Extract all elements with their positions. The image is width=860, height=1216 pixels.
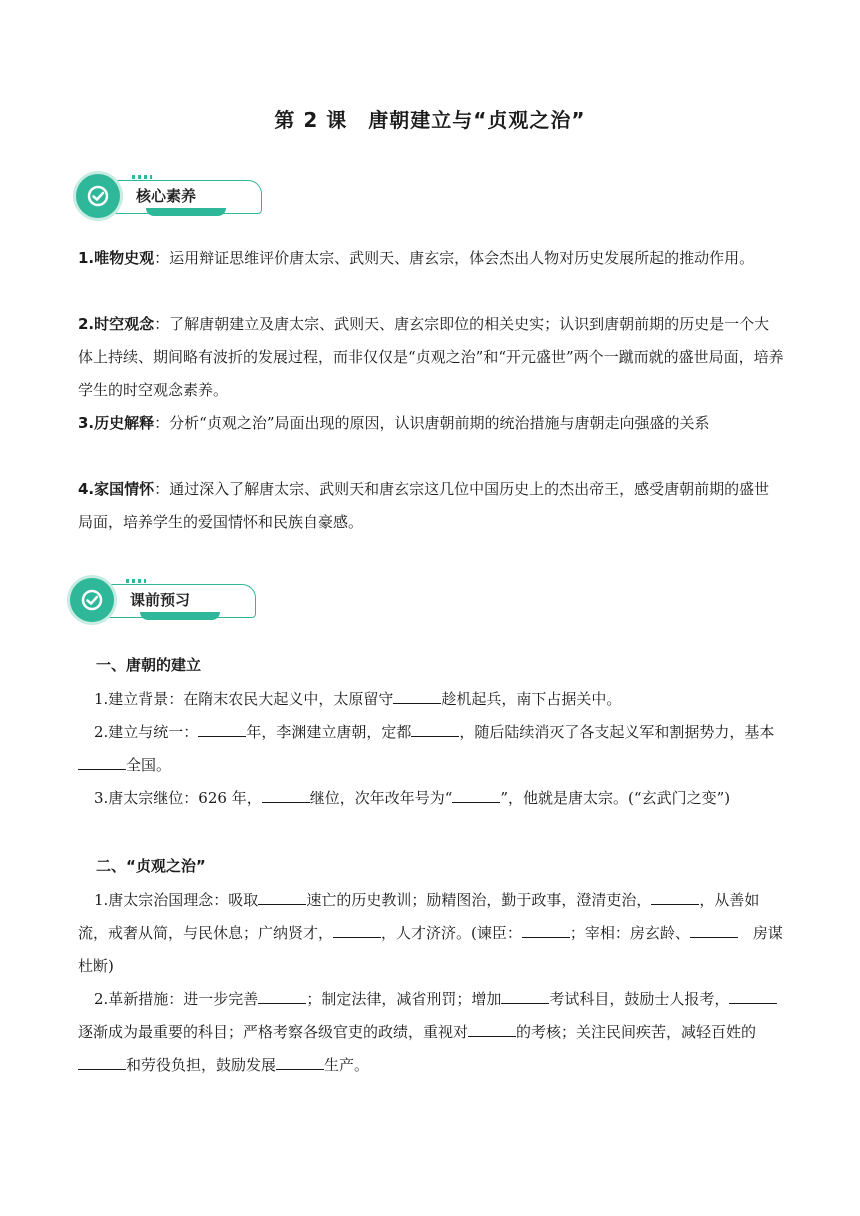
lesson-title: 第 2 课 唐朝建立与“贞观之治” [274, 108, 586, 132]
item-heading: 唯物史观 [94, 249, 155, 267]
fill-blank[interactable] [501, 989, 549, 1004]
fill-blank[interactable] [393, 689, 441, 704]
literacy-item-1: 1.唯物史观：运用辩证思维评价唐太宗、武则天、唐玄宗，体会杰出人物对历史发展所起的推动作用。 [78, 249, 755, 267]
part1-heading: 一、唐朝的建立 [96, 656, 202, 674]
fill-blank[interactable] [522, 923, 570, 938]
fill-blank[interactable] [411, 722, 459, 737]
fill-blank[interactable] [468, 1022, 516, 1037]
literacy-item-4: 4.家国情怀：通过深入了解唐太宗、武则天和唐玄宗这几位中国历史上的杰出帝王，感受唐朝前期的盛世局面，培养学生的爱国情怀和民族自豪感。 [78, 480, 770, 531]
check-circle-icon [86, 184, 110, 208]
section-label: 课前预习 [130, 591, 191, 609]
fill-blank[interactable] [258, 989, 306, 1004]
fill-blank[interactable] [690, 923, 738, 938]
fill-blank[interactable] [258, 890, 306, 905]
part2-heading: 二、“贞观之治” [96, 857, 206, 875]
preview-item-1-1: 1.建立背景：在隋末农民大起义中，太原留守 趁机起兵，南下占据关中。 [94, 690, 622, 708]
fill-blank[interactable] [651, 890, 699, 905]
fill-blank[interactable] [78, 1055, 126, 1070]
fill-blank[interactable] [276, 1055, 324, 1070]
section-label: 核心素养 [136, 187, 197, 205]
item-heading: 历史解释 [94, 414, 155, 432]
preview-item-1-3: 3.唐太宗继位：626 年， 继位，次年改年号为“ ”，他就是唐太宗。(“玄武门之变”) [94, 789, 731, 807]
fill-blank[interactable] [198, 722, 246, 737]
fill-blank[interactable] [78, 755, 126, 770]
item-heading: 时空观念 [94, 315, 155, 333]
fill-blank[interactable] [452, 788, 500, 803]
check-circle-icon [80, 588, 104, 612]
fill-blank[interactable] [729, 989, 777, 1004]
section-banner-preview [70, 574, 260, 630]
preview-item-1-2: 2.建立与统一： 年，李渊建立唐朝，定都 ，随后陆续消灭了各支起义军和割据势力，基本全国。 [78, 716, 784, 782]
fill-blank[interactable] [262, 788, 310, 803]
preview-item-2-2: 2.革新措施：进一步完善 ；制定法律，减省刑罚；增加 考试科目，鼓励士人报考，逐渐成为最重要的科目；严格考察各级官吏的政绩，重视对 的考核；关注民间疾苦，减轻百姓的和劳役负担，鼓励发展 生产。 [78, 983, 784, 1082]
section-banner-core-literacy [76, 170, 266, 226]
literacy-item-2: 2.时空观念：了解唐朝建立及唐太宗、武则天、唐玄宗即位的相关史实；认识到唐朝前期的历史是一个大体上持续、期间略有波折的发展过程，而非仅仅是“贞观之治”和“开元盛世”两个一蹴而就的盛世局面，培养学生的时空观念素养。 [78, 315, 784, 399]
literacy-item-3: 3.历史解释：分析“贞观之治”局面出现的原因，认识唐朝前期的统治措施与唐朝走向强盛的关系 [78, 414, 710, 432]
fill-blank[interactable] [333, 923, 381, 938]
preview-item-2-1: 1.唐太宗治国理念：吸取 速亡的历史教训；励精图治，勤于政事，澄清吏治， ，从善如流，戒奢从简，与民休息；广纳贤才， ，人才济济。(谏臣： ；宰相：房玄龄、 房谋杜断) [78, 891, 783, 975]
item-heading: 家国情怀 [94, 480, 155, 498]
